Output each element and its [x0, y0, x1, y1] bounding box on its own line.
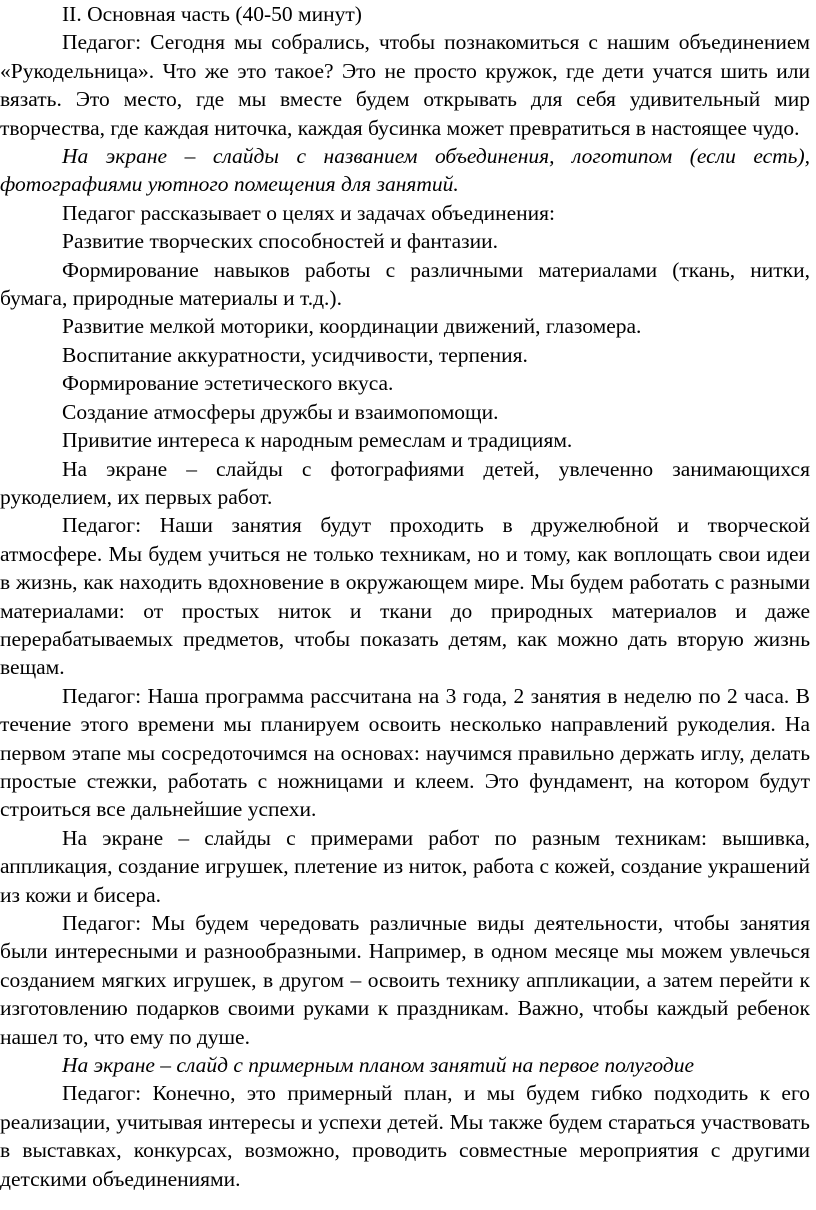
paragraph: Формирование эстетического вкуса.	[62, 371, 394, 396]
paragraph: Привитие интереса к народным ремеслам и традициям.	[62, 428, 573, 453]
paragraph: На экране – слайды с названием объединения, логотипом (если есть), фотографиями уютного помещения для занятий.	[0, 144, 810, 197]
paragraph: Создание атмосферы дружбы и взаимопомощи.	[62, 399, 499, 424]
paragraph: На экране – слайды с фотографиями детей, увлеченно занимающихся рукоделием, их первых работ.	[0, 456, 810, 509]
paragraph: Педагог: Конечно, это примерный план, и мы будем гибко подходить к его реализации, учитывая интересы и успехи детей. Мы также будем стараться участвовать в выставках, конкурсах, возможно, проводить совместные мероприятия с другими детскими объединениями.	[0, 1081, 810, 1191]
paragraph: Педагог рассказывает о целях и задачах объединения:	[62, 200, 556, 225]
paragraph: Развитие мелкой моторики, координации движений, глазомера.	[62, 314, 642, 339]
paragraph: Воспитание аккуратности, усидчивости, терпения.	[62, 342, 528, 367]
paragraph-list	[0, 28, 810, 1193]
paragraph: Педагог: Мы будем чередовать различные виды деятельности, чтобы занятия были интересными и разнообразными. Например, в одном месяце мы можем увлечься созданием мягких игрушек, в другом – освоить технику аппликации, а затем перейти к изготовлению подарков своими руками к праздникам. Важно, чтобы каждый ребенок нашел то, что ему по душе.	[0, 911, 810, 1049]
paragraph: На экране – слайды с примерами работ по разным техникам: вышивка, аппликация, создание игрушек, плетение из ниток, работа с кожей, создание украшений из кожи и бисера.	[0, 825, 810, 907]
section-heading: II. Основная часть (40-50 минут)	[62, 2, 362, 26]
paragraph: Педагог: Наши занятия будут проходить в дружелюбной и творческой атмосфере. Мы будем учиться не только техникам, но и тому, как воплощать свои идеи в жизнь, как находить вдохновение в окружающем мире. Мы будем работать с разными материалами: от простых ниток и ткани до природных материалов и даже перерабатываемых предметов, чтобы показать детям, как можно дать вторую жизнь вещам.	[0, 513, 810, 680]
paragraph: Формирование навыков работы с различными материалами (ткань, нитки, бумага, природные материалы и т.д.).	[0, 257, 810, 311]
paragraph: Педагог: Наша программа рассчитана на 3 года, 2 занятия в неделю по 2 часа. В течение этого времени мы планируем освоить несколько направлений рукоделия. На первом этапе мы сосредоточимся на основах: научимся правильно держать иглу, делать простые стежки, работать с ножницами и клеем. Это фундамент, на котором будут строиться все дальнейшие успехи.	[0, 683, 810, 822]
paragraph: На экране – слайд с примерным планом занятий на первое полугодие	[62, 1053, 695, 1078]
paragraph: Развитие творческих способностей и фантазии.	[62, 229, 499, 254]
paragraph: Педагог: Сегодня мы собрались, чтобы познакомиться с нашим объединением «Рукодельница». Что же это такое? Это не просто кружок, где дети учатся шить или вязать. Это место, где мы вместе будем открывать для себя удивительный мир творчества, где каждая ниточка, каждая бусинка может превратиться в настоящее чудо.	[0, 30, 810, 140]
